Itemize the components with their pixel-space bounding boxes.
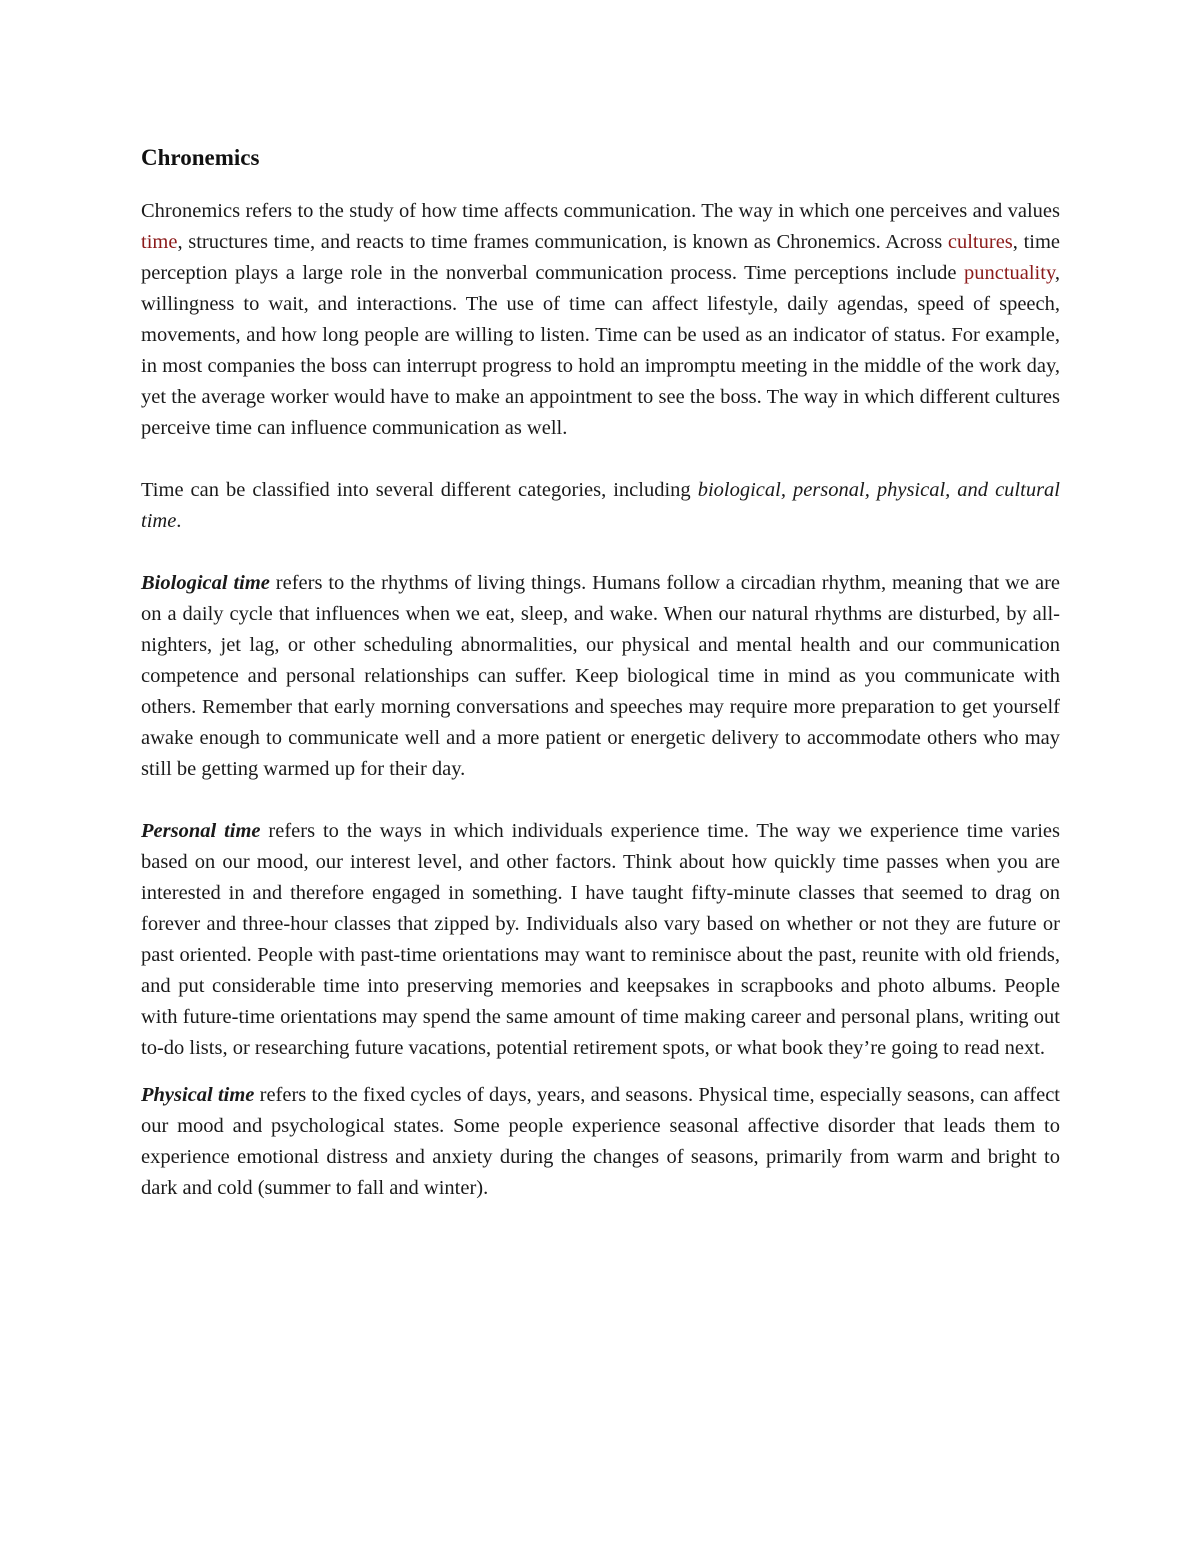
intro-text-c: , time perception plays a large role in the nonverbal communication process. Time perceptions include — [141, 231, 1061, 284]
term-personal-time: Personal time — [141, 820, 261, 842]
term-physical-time: Physical time — [141, 1084, 255, 1106]
biological-time-text: refers to the rhythms of living things. Humans follow a circadian rhythm, meaning that we are on a daily cycle that influences when we eat, sleep, and wake. When our natural rhythms are disturbed, by all-nighters, jet lag, or other scheduling abnormalities, our physical and mental health and our communication competence and personal relationships can suffer. Keep biological time in mind as you communicate with others. Remember that early morning conversations and speeches may require more preparation to get yourself awake enough to communicate well and a more patient or energetic delivery to accommodate others who may still be getting warmed up for their day. — [141, 572, 1060, 780]
term-biological-time: Biological time — [141, 572, 270, 594]
categories-end: . — [176, 510, 182, 532]
intro-text-b: , structures time, and reacts to time frames communication, is known as Chronemics. Across — [177, 231, 948, 253]
paragraph-personal-time — [141, 816, 1060, 1064]
page-title: Chronemics — [141, 145, 260, 170]
categories-text: Time can be classified into several different categories, including — [141, 479, 698, 501]
categories-list: biological, personal, physical, and cultural time — [141, 479, 1060, 532]
paragraph-intro — [141, 196, 1060, 444]
personal-time-text: refers to the ways in which individuals experience time. The way we experience time varies based on our mood, our interest level, and other factors. Think about how quickly time passes when you are interested in and therefore engaged in something. I have taught fifty-minute classes that seemed to drag on forever and three-hour classes that zipped by. Individuals also vary based on whether or not they are future or past oriented. People with past-time orientations may want to reminisce about the past, reunite with old friends, and put considerable time into preserving memories and keepsakes in scrapbooks and photo albums. People with future-time orientations may spend the same amount of time making career and personal plans, writing out to-do lists, or researching future vacations, potential retirement spots, or what book they’re going to read next. — [141, 820, 1061, 1059]
link-punctuality[interactable]: punctuality — [963, 262, 1055, 284]
paragraph-categories — [141, 475, 1060, 537]
paragraph-biological-time — [141, 568, 1060, 785]
document-page — [141, 138, 1060, 1235]
paragraph-physical-time — [141, 1080, 1060, 1204]
physical-time-text: refers to the fixed cycles of days, years, and seasons. Physical time, especially seasons, can affect our mood and psychological states. Some people experience seasonal affective disorder that leads them to experience emotional distress and anxiety during the changes of seasons, primarily from warm and bright to dark and cold (summer to fall and winter). — [141, 1084, 1060, 1199]
link-time[interactable]: time — [141, 231, 178, 253]
intro-text-a: Chronemics refers to the study of how time affects communication. The way in which one perceives and values — [141, 200, 1060, 222]
link-cultures[interactable]: cultures — [947, 231, 1013, 253]
intro-text-d: , willingness to wait, and interactions. The use of time can affect lifestyle, daily agendas, speed of speech, movements, and how long people are willing to listen. Time can be used as an indicator of status. For example, in most companies the boss can interrupt progress to hold an impromptu meeting in the middle of the work day, yet the average worker would have to make an appointment to see the boss. The way in which different cultures perceive time can influence communication as well. — [141, 262, 1060, 439]
